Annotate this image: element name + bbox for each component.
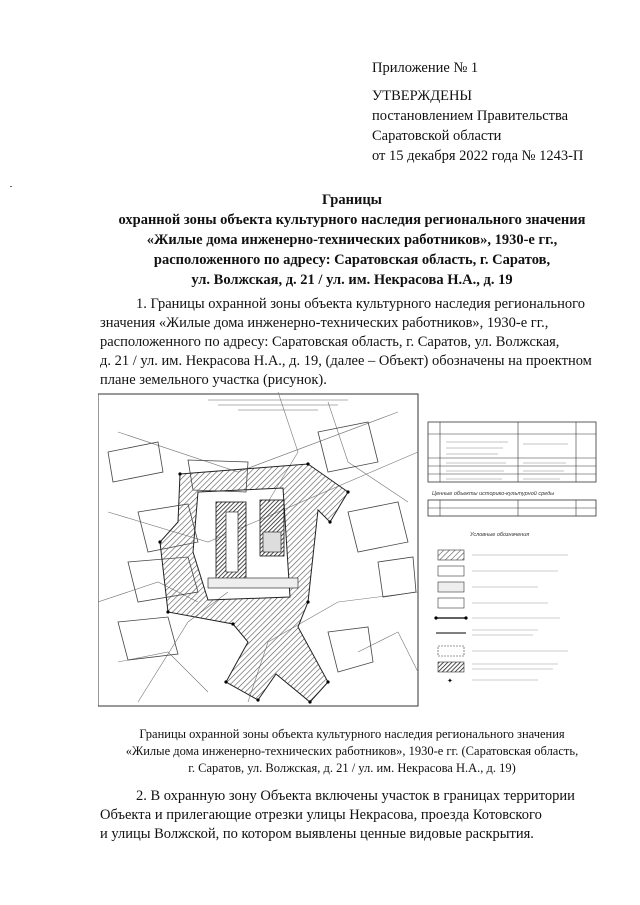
svg-text:✦: ✦ — [447, 678, 453, 685]
paragraph-line: д. 21 / ул. им. Некрасова Н.А., д. 19, (далее – Объект) обозначены на проектном — [100, 353, 592, 369]
decree-date: от 15 декабря 2022 года № 1243-П — [372, 148, 584, 164]
approval-header — [372, 58, 583, 166]
map-legend — [434, 550, 568, 685]
caption-line: г. Саратов, ул. Волжская, д. 21 / ул. им. Некрасова Н.А., д. 19) — [188, 761, 516, 775]
figure-caption — [108, 726, 596, 777]
paragraph-2 — [100, 787, 600, 844]
title-line: «Жилые дома инженерно-технических работников», 1930-е гг., — [146, 232, 558, 248]
paragraph-1 — [100, 295, 600, 390]
paragraph-line: и улицы Волжской, по котором выявлены ценные видовые раскрытия. — [100, 826, 534, 842]
paragraph-line: плане земельного участка (рисунок). — [100, 372, 327, 388]
approved-label: УТВЕРЖДЕНЫ — [372, 88, 473, 104]
caption-line: Границы охранной зоны объекта культурного наследия регионального значения — [139, 727, 565, 741]
appendix-label: Приложение № 1 — [372, 60, 479, 76]
paragraph-line: расположенного по адресу: Саратовская область, г. Саратов, ул. Волжская, — [100, 334, 560, 350]
caption-line: «Жилые дома инженерно-технических работников», 1930-е гг. (Саратовская область, — [125, 744, 579, 758]
paragraph-line: 2. В охранную зону Объекта включены участок в границах территории — [136, 788, 575, 804]
title-line: ул. Волжская, д. 21 / ул. им. Некрасова Н.А., д. 19 — [191, 272, 513, 288]
objects-table — [428, 422, 596, 482]
margin-mark — [10, 186, 12, 187]
table-caption: Ценные объекты историко-культурной среды — [432, 491, 555, 497]
approved-by-line1: постановлением Правительства — [372, 108, 569, 124]
paragraph-line: 1. Границы охранной зоны объекта культурного наследия регионального — [136, 296, 585, 312]
approved-by-line2: Саратовской области — [372, 128, 502, 144]
title-line: Границы — [321, 192, 382, 208]
site-plan-figure — [98, 392, 598, 712]
legend-title: Условные обозначения — [470, 532, 530, 538]
document-title — [60, 190, 640, 290]
title-line: охранной зоны объекта культурного наследия регионального значения — [118, 212, 586, 228]
valuable-objects-table — [428, 500, 596, 516]
paragraph-line: Объекта и прилегающие отрезки улицы Некрасова, проезда Котовского — [100, 807, 542, 823]
site-plan-drawing — [98, 392, 598, 712]
paragraph-line: значения «Жилые дома инженерно-технических работников», 1930-е гг., — [100, 315, 549, 331]
title-line: расположенного по адресу: Саратовская область, г. Саратов, — [153, 252, 551, 268]
